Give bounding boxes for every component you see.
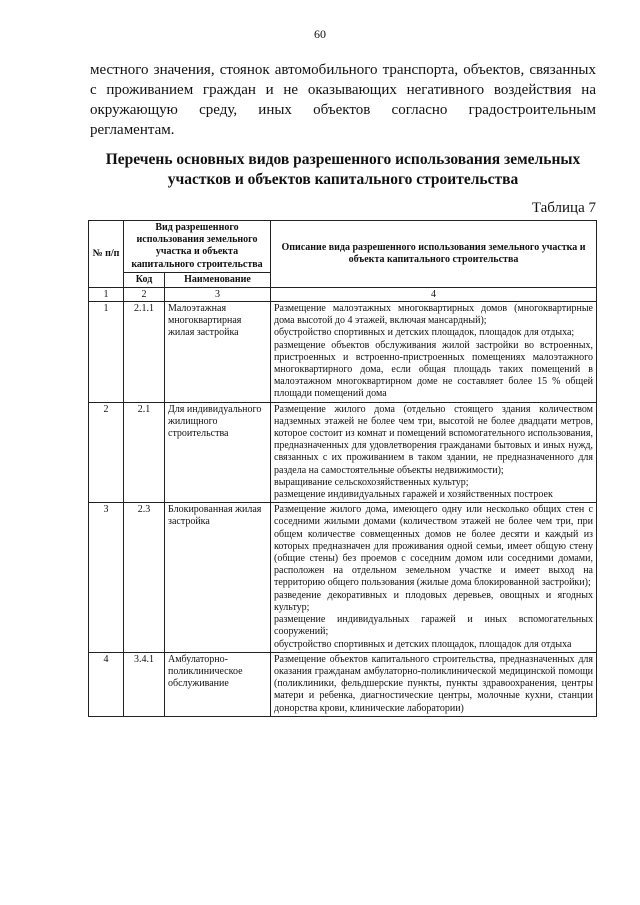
row-name: Блокированная жилая застройка bbox=[165, 503, 271, 652]
table-row bbox=[89, 503, 597, 652]
row-name: Амбулаторно-поликлиническое обслуживание bbox=[165, 652, 271, 716]
table-label: Таблица 7 bbox=[531, 200, 596, 216]
header-code: Код bbox=[124, 272, 165, 287]
row-name: Для индивидуального жилищного строительства bbox=[165, 402, 271, 503]
header-num: № п/п bbox=[89, 221, 124, 288]
row-code: 3.4.1 bbox=[124, 652, 165, 716]
desc-item: разведение декоративных и плодовых деревьев, овощных и ягодных культур; bbox=[274, 589, 593, 613]
desc-item: обустройство спортивных и детских площадок, площадок для отдыха bbox=[274, 638, 572, 650]
land-use-table bbox=[88, 220, 597, 717]
table-row bbox=[89, 652, 597, 716]
desc-item: выращивание сельскохозяйственных культур; bbox=[274, 476, 469, 488]
desc-item: Размещение жилого дома (отдельно стоящего здания количеством надземных этажей не более чем три, высотой не более двадцати метров, которое состоит из комнат и помещений вспомогательного использования, предназначенных для удовлетворения гражданами бытовых и иных нужд, связанных с их проживанием в таком здании, не предназначенного для раздела на самостоятельные объекты недвижимости); bbox=[274, 403, 593, 476]
table-row bbox=[89, 402, 597, 503]
title-line: участков и объектов капитального строительства bbox=[167, 171, 519, 188]
section-title bbox=[90, 150, 596, 190]
table-row bbox=[89, 302, 597, 403]
row-code: 2.1 bbox=[124, 402, 165, 503]
row-num: 3 bbox=[89, 503, 124, 652]
column-number: 1 bbox=[89, 288, 124, 302]
column-number: 3 bbox=[165, 288, 271, 302]
desc-item: Размещение жилого дома, имеющего одну или несколько общих стен с соседними жилыми домами (количеством этажей не более чем три, при общем количестве совмещенных домов не более десяти и каждый из которых предназначен для проживания одной семьи, имеет общую стену (общие стены) без проемов с соседним домом или соседними домами, расположен на отдельном земельном участке и имеет выход на территорию общего пользования (жилые дома блокированной застройки); bbox=[274, 504, 593, 589]
row-num: 2 bbox=[89, 402, 124, 503]
desc-item: размещение индивидуальных гаражей и иных вспомогательных сооружений; bbox=[274, 614, 593, 638]
intro-line: окружающую среду, иных объектов согласно градостроительным bbox=[90, 102, 596, 118]
desc-item: обустройство спортивных и детских площадок, площадок для отдыха; bbox=[274, 327, 575, 339]
column-number-row bbox=[89, 288, 597, 302]
header-row bbox=[89, 221, 597, 273]
header-vid: Вид разрешенного использования земельного участка и объекта капитального строительства bbox=[124, 221, 271, 273]
header-desc: Описание вида разрешенного использования земельного участка и объекта капитального строительства bbox=[271, 221, 597, 288]
row-desc bbox=[271, 652, 597, 716]
row-desc bbox=[271, 503, 597, 652]
row-code: 2.3 bbox=[124, 503, 165, 652]
desc-item: размещение индивидуальных гаражей и хозяйственных построек bbox=[274, 489, 553, 501]
row-num: 1 bbox=[89, 302, 124, 403]
intro-paragraph bbox=[90, 60, 596, 140]
column-number: 2 bbox=[124, 288, 165, 302]
page-number: 60 bbox=[314, 27, 326, 41]
row-num: 4 bbox=[89, 652, 124, 716]
desc-item: Размещение объектов капитального строительства, предназначенных для оказания гражданам амбулаторно-поликлинической медицинской помощи (поликлиники, фельдшерские пункты, пункты здравоохранения, центры матери и ребенка, диагностические центры, молочные кухни, станции донорства крови, клинические лаборатории) bbox=[274, 653, 593, 714]
intro-line: регламентам. bbox=[90, 122, 175, 138]
row-desc bbox=[271, 302, 597, 403]
desc-item: Размещение малоэтажных многоквартирных домов (многоквартирные дома высотой до 4 этажей, включая мансардный); bbox=[274, 303, 593, 327]
header-name: Наименование bbox=[165, 272, 271, 287]
row-desc bbox=[271, 402, 597, 503]
desc-item: размещение объектов обслуживания жилой застройки во встроенных, пристроенных и встроенно-пристроенных помещениях малоэтажного многоквартирного дома, если общая площадь таких помещений в малоэтажном многоквартирном доме не составляет более 15 % общей площади помещений дома bbox=[274, 339, 593, 400]
intro-line: местного значения, стоянок автомобильного транспорта, объектов, связанных bbox=[90, 62, 596, 78]
row-code: 2.1.1 bbox=[124, 302, 165, 403]
title-line: Перечень основных видов разрешенного использования земельных bbox=[105, 151, 581, 168]
intro-line: с проживанием граждан и не оказывающих негативного воздействия на bbox=[90, 82, 596, 98]
row-name: Малоэтажная многоквартирная жилая застройка bbox=[165, 302, 271, 403]
column-number: 4 bbox=[271, 288, 597, 302]
